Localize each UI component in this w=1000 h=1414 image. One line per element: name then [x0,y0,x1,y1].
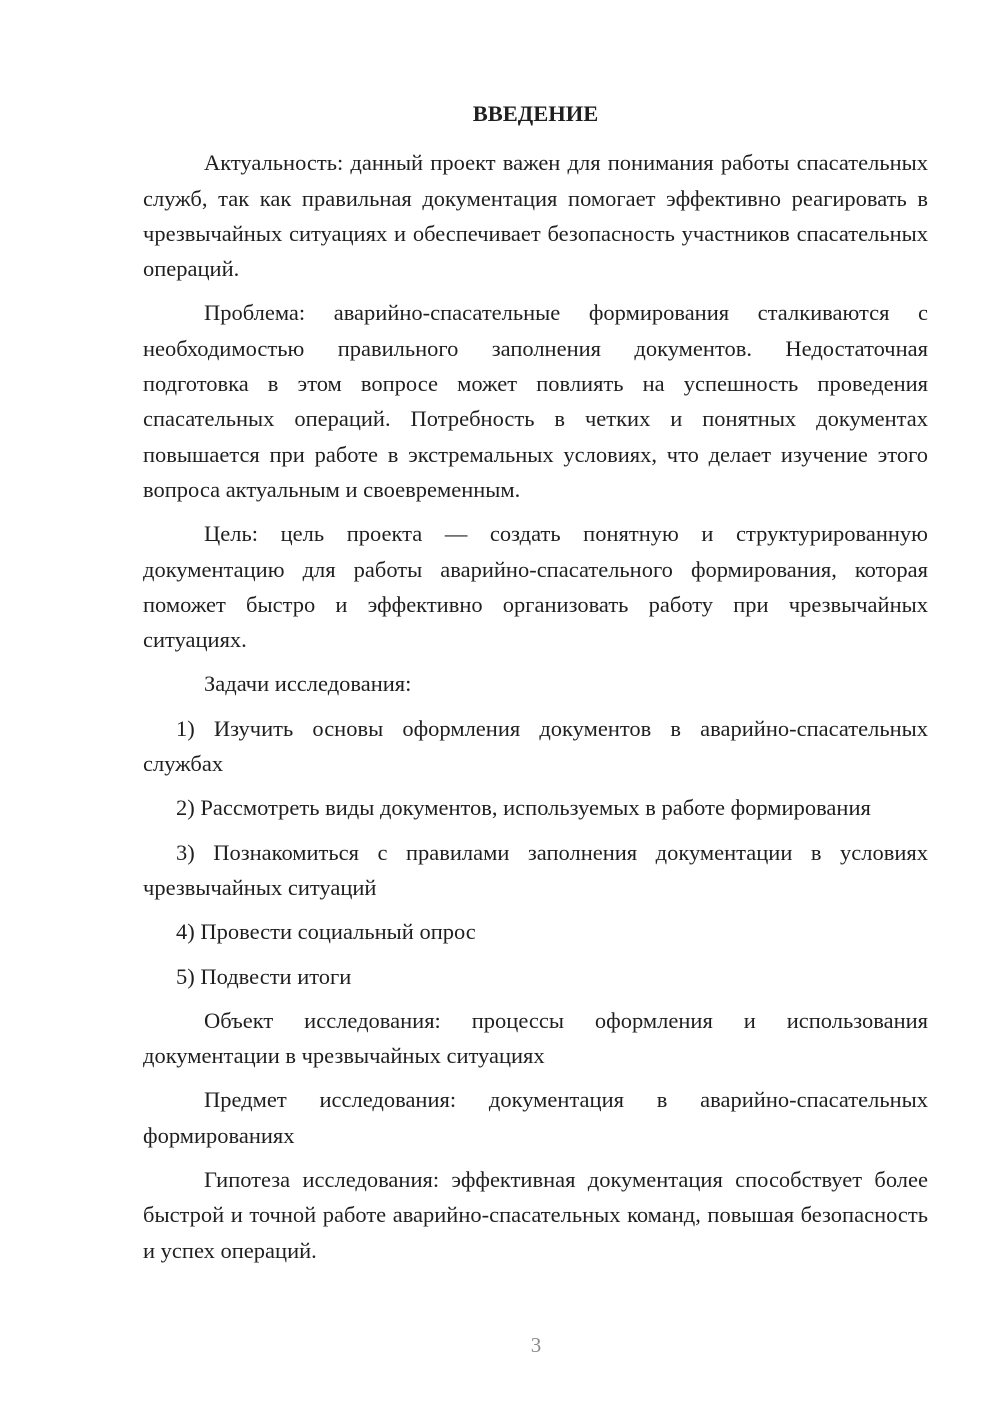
page-content [143,96,928,1277]
paragraph-subject: Предмет исследования: документация в аварийно-спасательных формированиях [143,1087,928,1148]
tasks-heading: Задачи исследования: [204,671,412,697]
paragraph-hypothesis: Гипотеза исследования: эффективная документация способствует более быстрой и точной работе аварийно-спасательных команд, повышая безопасность и успех операций. [143,1167,928,1263]
task-item-2: 2) Рассмотреть виды документов, используемых в работе формирования [176,795,871,821]
paragraph-problem: Проблема: аварийно-спасательные формирования сталкиваются с необходимостью правильного заполнения документов. Недостаточная подготовка в этом вопросе может повлиять на успешность проведения спасательных операций. Потребность в четких и понятных документах повышается при работе в экстремальных условиях, что делает изучение этого вопроса актуальным и своевременным. [143,300,928,502]
task-item-4: 4) Провести социальный опрос [176,919,476,945]
paragraph-goal: Цель: цель проекта — создать понятную и структурированную документацию для работы аварийно-спасательного формирования, которая поможет быстро и эффективно организовать работу при чрезвычайных ситуациях. [143,521,928,653]
paragraph-relevance: Актуальность: данный проект важен для понимания работы спасательных служб, так как правильная документация помогает эффективно реагировать в чрезвычайных ситуациях и обеспечивает безопасность участников спасательных операций. [143,150,928,282]
page-number: 3 [530,1333,542,1357]
paragraph-object: Объект исследования: процессы оформления и использования документации в чрезвычайных ситуациях [143,1007,928,1069]
task-item-1: 1) Изучить основы оформления документов в аварийно-спасательных службах [143,715,928,777]
task-item-5: 5) Подвести итоги [176,963,352,989]
section-title: ВВЕДЕНИЕ [472,101,599,126]
task-item-3: 3) Познакомиться с правилами заполнения документации в условиях чрезвычайных ситуаций [143,839,928,900]
